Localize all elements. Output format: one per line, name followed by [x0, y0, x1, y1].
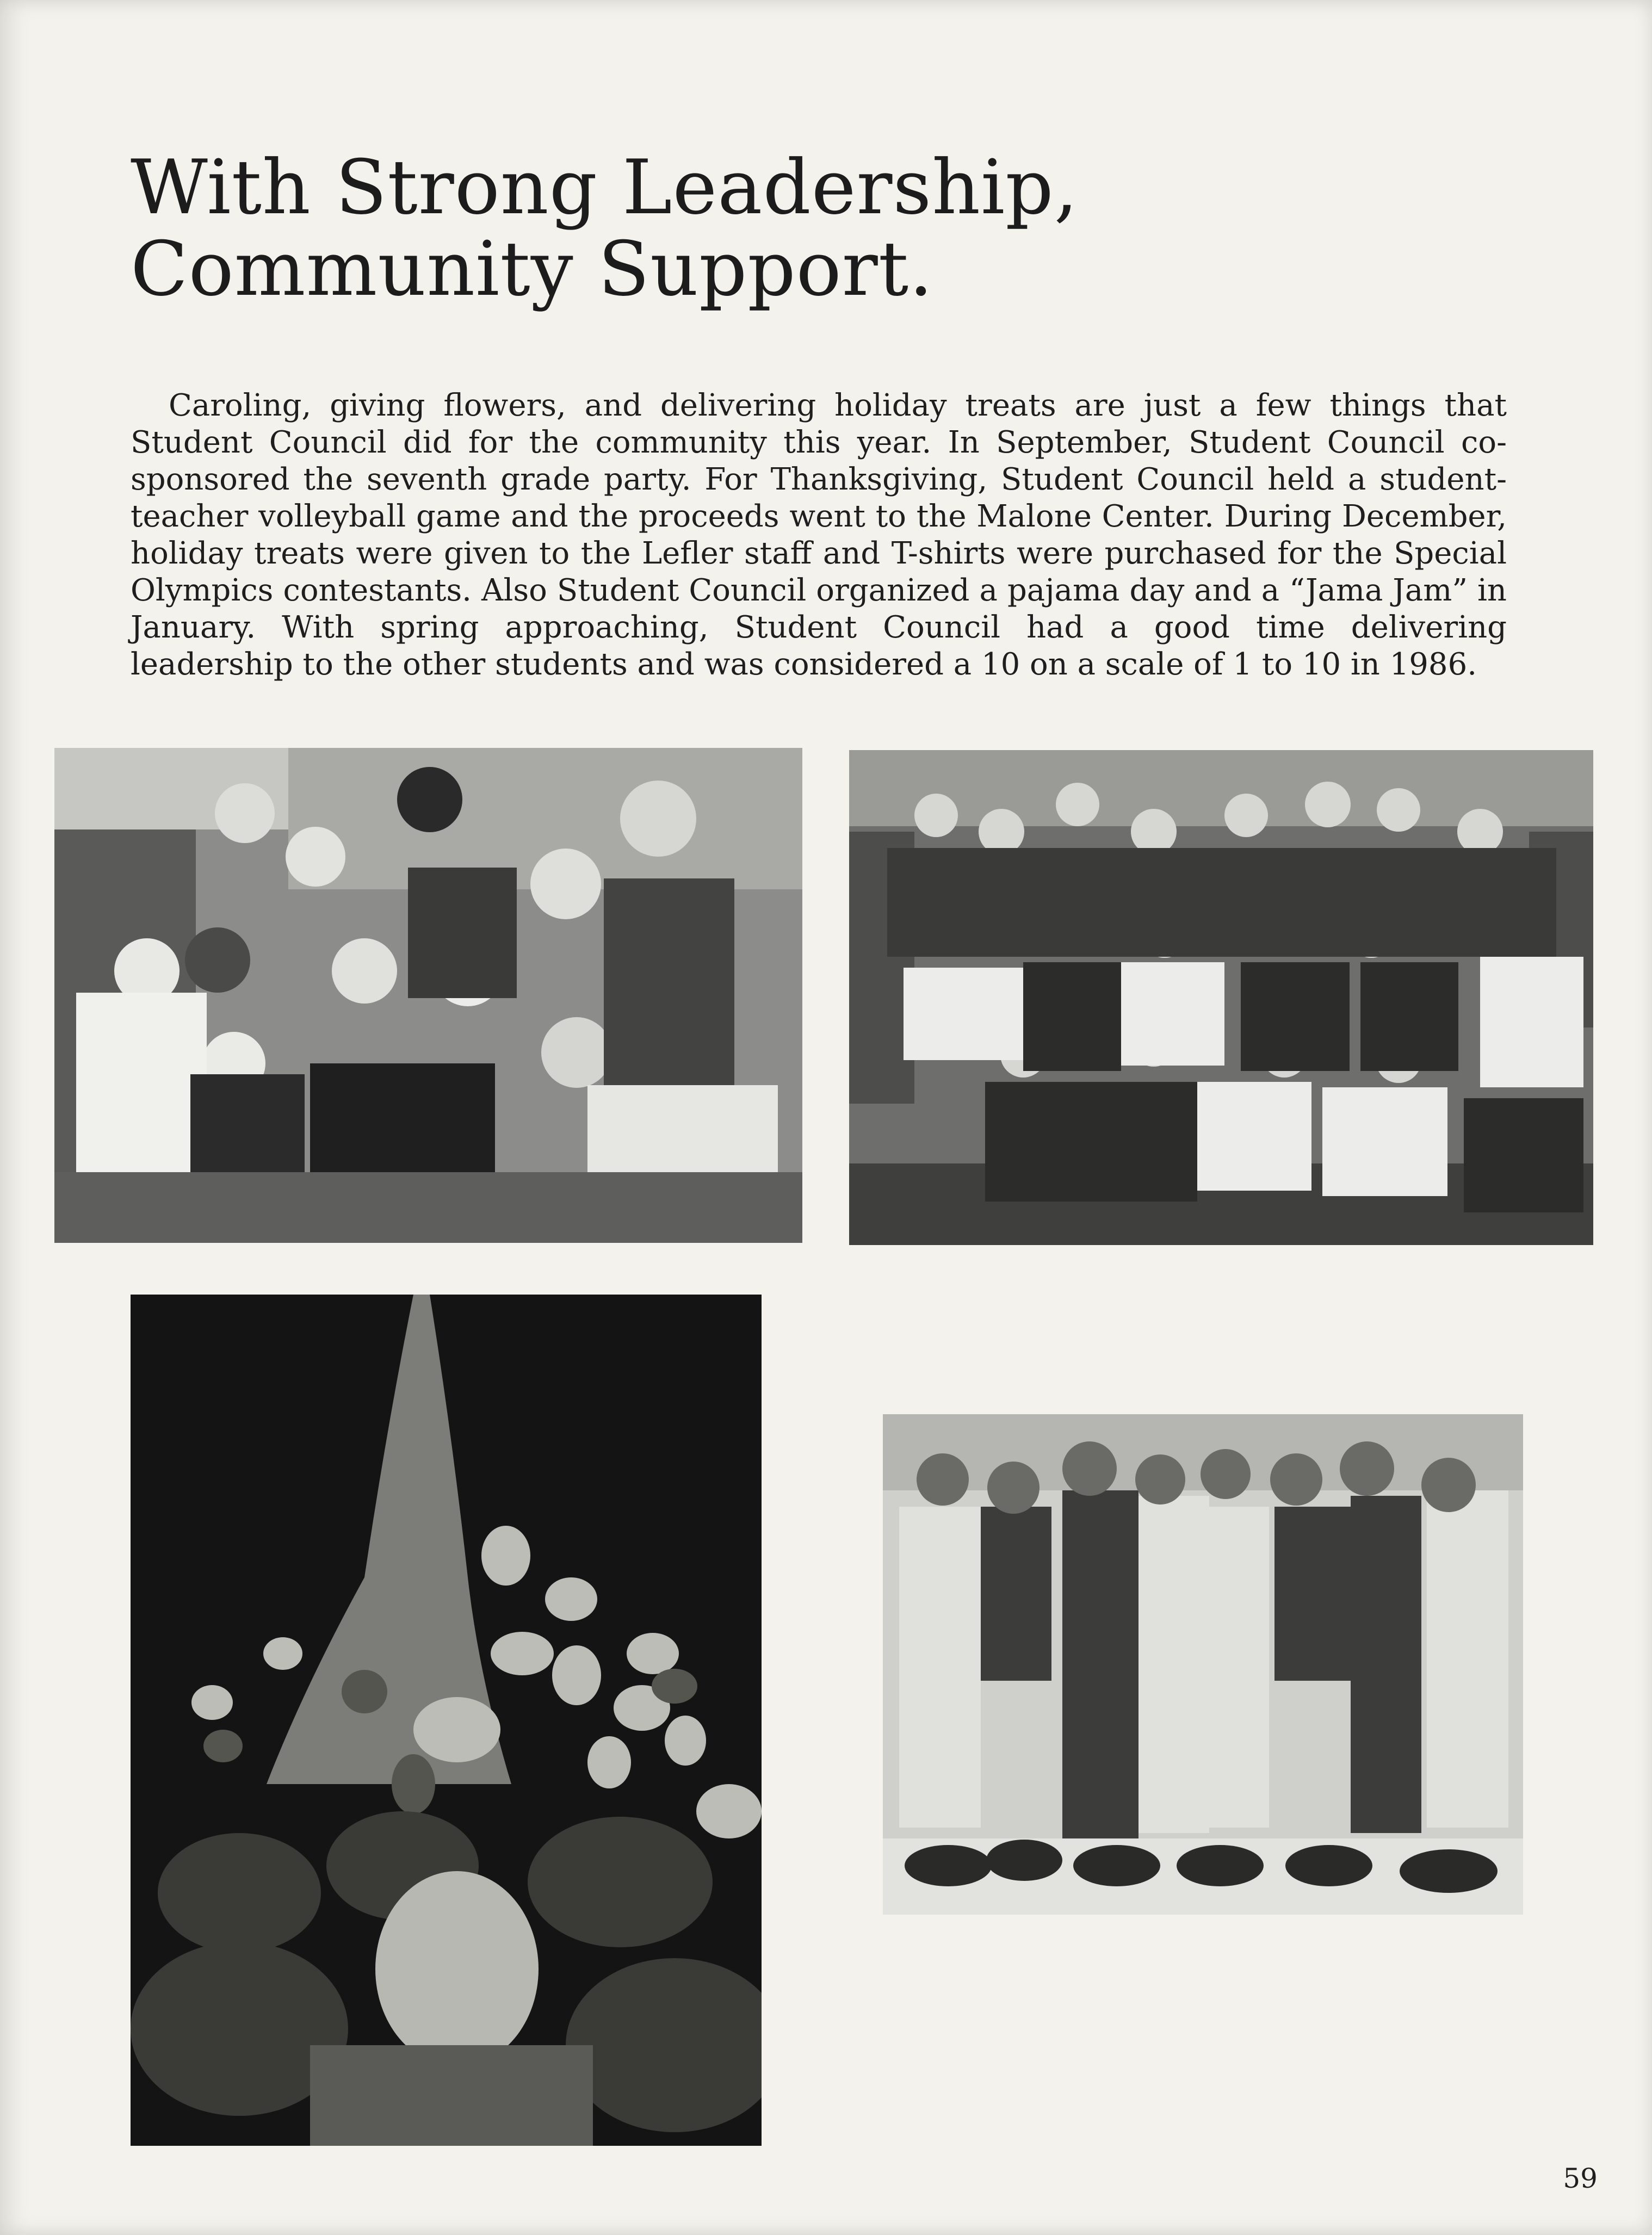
- photo-balloon-assembly: [131, 1295, 762, 2146]
- photo-student-council-group: [849, 750, 1593, 1245]
- photo-group-with-flowers-image: [54, 748, 802, 1243]
- title-line-1: With Strong Leadership,: [131, 144, 1079, 231]
- photo-balloon-assembly-image: [131, 1295, 762, 2146]
- page-number: 59: [1563, 2163, 1598, 2194]
- page-title: [131, 144, 1490, 313]
- photo-student-council-group-image: [849, 750, 1593, 1245]
- title-line-2: Community Support.: [131, 225, 934, 313]
- photo-pajama-day-group: [883, 1414, 1523, 1915]
- body-paragraph: Caroling, giving flowers, and delivering holiday treats are just a few things that Student Council did for the community this year. In September, Student Council co-sponsored the seventh grade party. For Thanksgiving, Student Council held a student-teacher volleyball game and the proceeds went to the Malone Center. During December, holiday treats were given to the Lefler staff and T-shirts were purchased for the Special Olympics contestants. Also Student Council organized a pajama day and a “Jama Jam” in January. With spring approaching, Student Council had a good time delivering leadership to the other students and was considered a 10 on a scale of 1 to 10 in 1986.: [131, 388, 1507, 682]
- photo-pajama-day-group-image: [883, 1414, 1523, 1915]
- photo-group-with-flowers: [54, 748, 802, 1243]
